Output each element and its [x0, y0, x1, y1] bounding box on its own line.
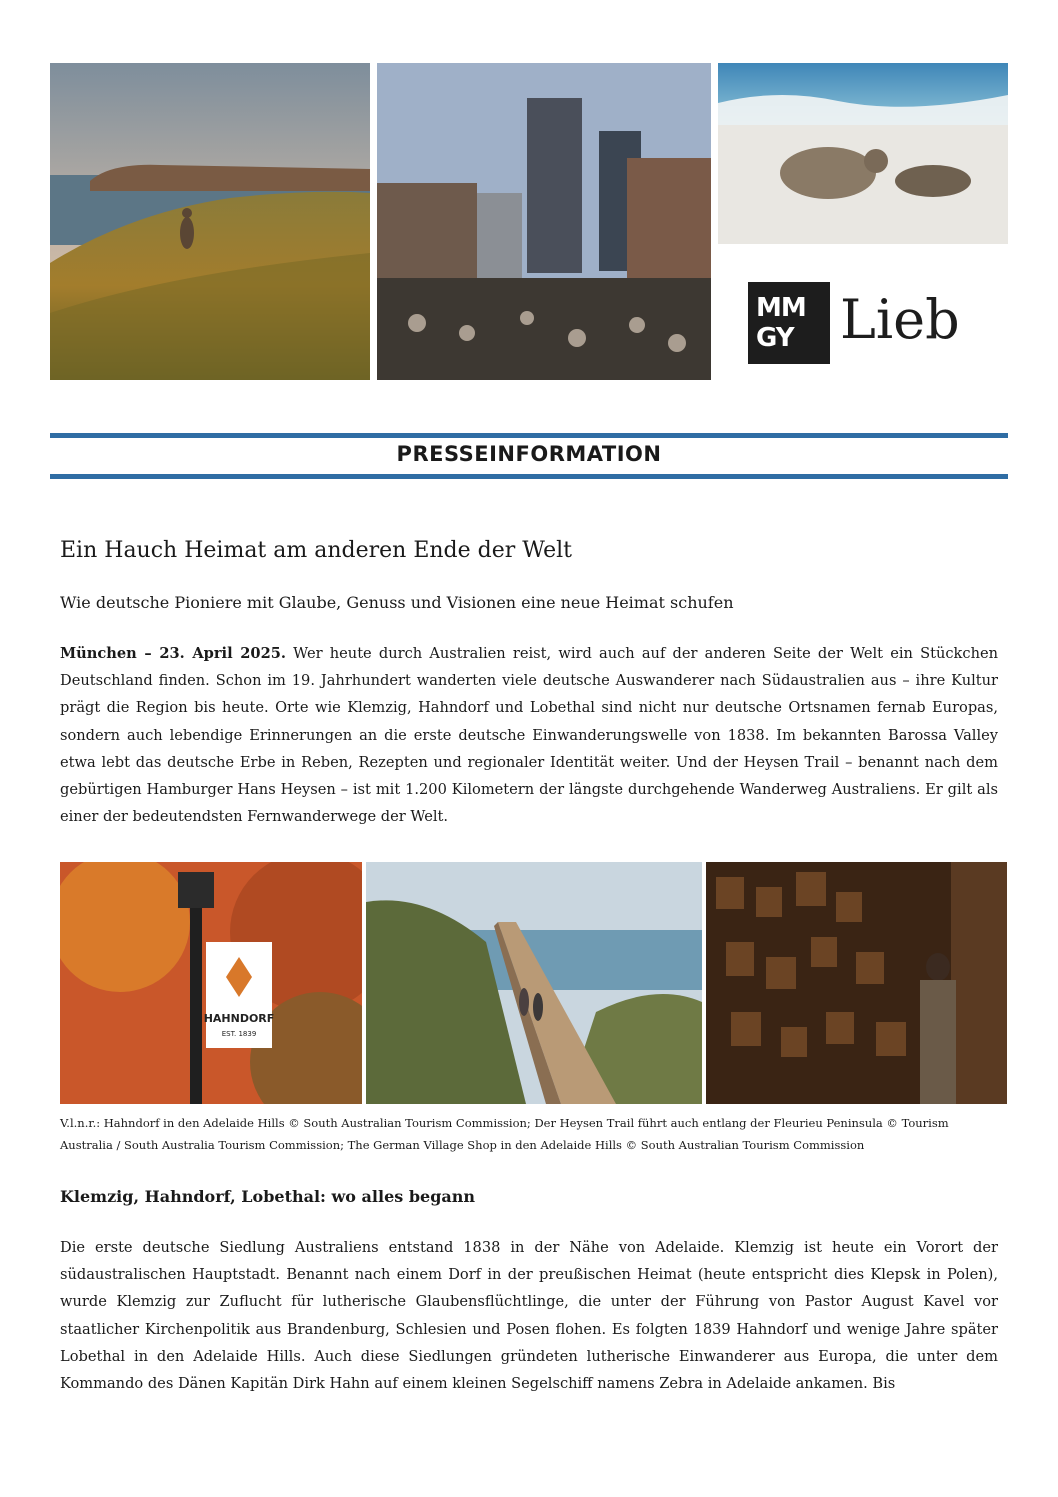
section-heading: Klemzig, Hahndorf, Lobethal: wo alles begann [60, 1187, 476, 1206]
logo-mark [748, 282, 830, 364]
city-street-photo [377, 63, 711, 380]
intro-paragraph [60, 640, 998, 830]
banner-bottom-rule [50, 474, 1008, 479]
heysen-trail-photo [366, 862, 702, 1104]
mmgy-lieb-logo [748, 276, 988, 364]
article-subheadline: Wie deutsche Pioniere mit Glaube, Genuss und Visionen eine neue Heimat schufen [60, 593, 734, 612]
banner-top-rule [50, 433, 1008, 438]
intro-text: Wer heute durch Australien reist, wird auch auf der anderen Seite der Welt ein Stückchen Deutschland finden. Schon im 19. Jahrhundert wanderten viele deutsche Auswanderer nach Südaustralien aus – ihre Kultur prägt die Region bis heute. Orte wie Klemzig, Hahndorf und Lobethal sind nicht nur deutsche Ortsnamen fernab Europas, sondern auch lebendige Erinnerungen an die erste deutsche Einwanderungswelle von 1838. Im bekannten Barossa Valley etwa lebt das deutsche Erbe in Reben, Rezepten und regionaler Identität weiter. Und der Heysen Trail – benannt nach dem gebürtigen Hamburger Hans Heysen – ist mit 1.200 Kilometern der längste durchgehende Wanderweg Australiens. Er gilt als einer der bedeutendsten Fernwanderwege der Welt. [60, 645, 998, 826]
section-paragraph: Die erste deutsche Siedlung Australiens entstand 1838 in der Nähe von Adelaide. Klemzig ist heute ein Vorort der südaustralischen Hauptstadt. Benannt nach einem Dorf in der preußischen Heimat (heute entspricht dies Klepsk in Polen), wurde Klemzig zur Zuflucht für lutherische Glaubensflüchtlinge, die unter der Führung von Pastor August Kavel vor staatlicher Kirchenpolitik aus Brandenburg, Schlesien und Posen flohen. Es folgten 1839 Hahndorf und wenige Jahre später Lobethal in den Adelaide Hills. Auch diese Siedlungen gründeten lutherische Einwanderer aus Europa, die unter dem Kommando des Dänen Kapitän Dirk Hahn auf einem kleinen Segelschiff namens Zebra in Adelaide ankamen. Bis [60, 1239, 998, 1393]
photo-caption: V.l.n.r.: Hahndorf in den Adelaide Hills © South Australian Tourism Commission; Der Heysen Trail führt auch entlang der Fleurieu Peninsula © Tourism Australia / South Australia Tourism Commission; The German Village Shop in den Adelaide Hills © South Australian Tourism Commission [60, 1116, 949, 1152]
german-village-shop-photo [706, 862, 1007, 1104]
press-banner: PRESSEINFORMATION [396, 442, 662, 466]
kangaroo-coast-photo [50, 63, 370, 380]
dateline: München – 23. April 2025. [60, 645, 286, 662]
hahndorf-photo [60, 862, 362, 1104]
hahndorf-banner-est: EST. 1839 [221, 1030, 257, 1038]
article-headline: Ein Hauch Heimat am anderen Ende der Welt [60, 538, 572, 563]
logo-mark-line1: MM [756, 293, 806, 323]
logo-wordmark: Lieb [840, 288, 960, 351]
sea-lions-beach-photo [718, 63, 1008, 244]
hahndorf-banner-text: HAHNDORF [203, 1012, 275, 1025]
logo-mark-line2: GY [756, 323, 794, 353]
